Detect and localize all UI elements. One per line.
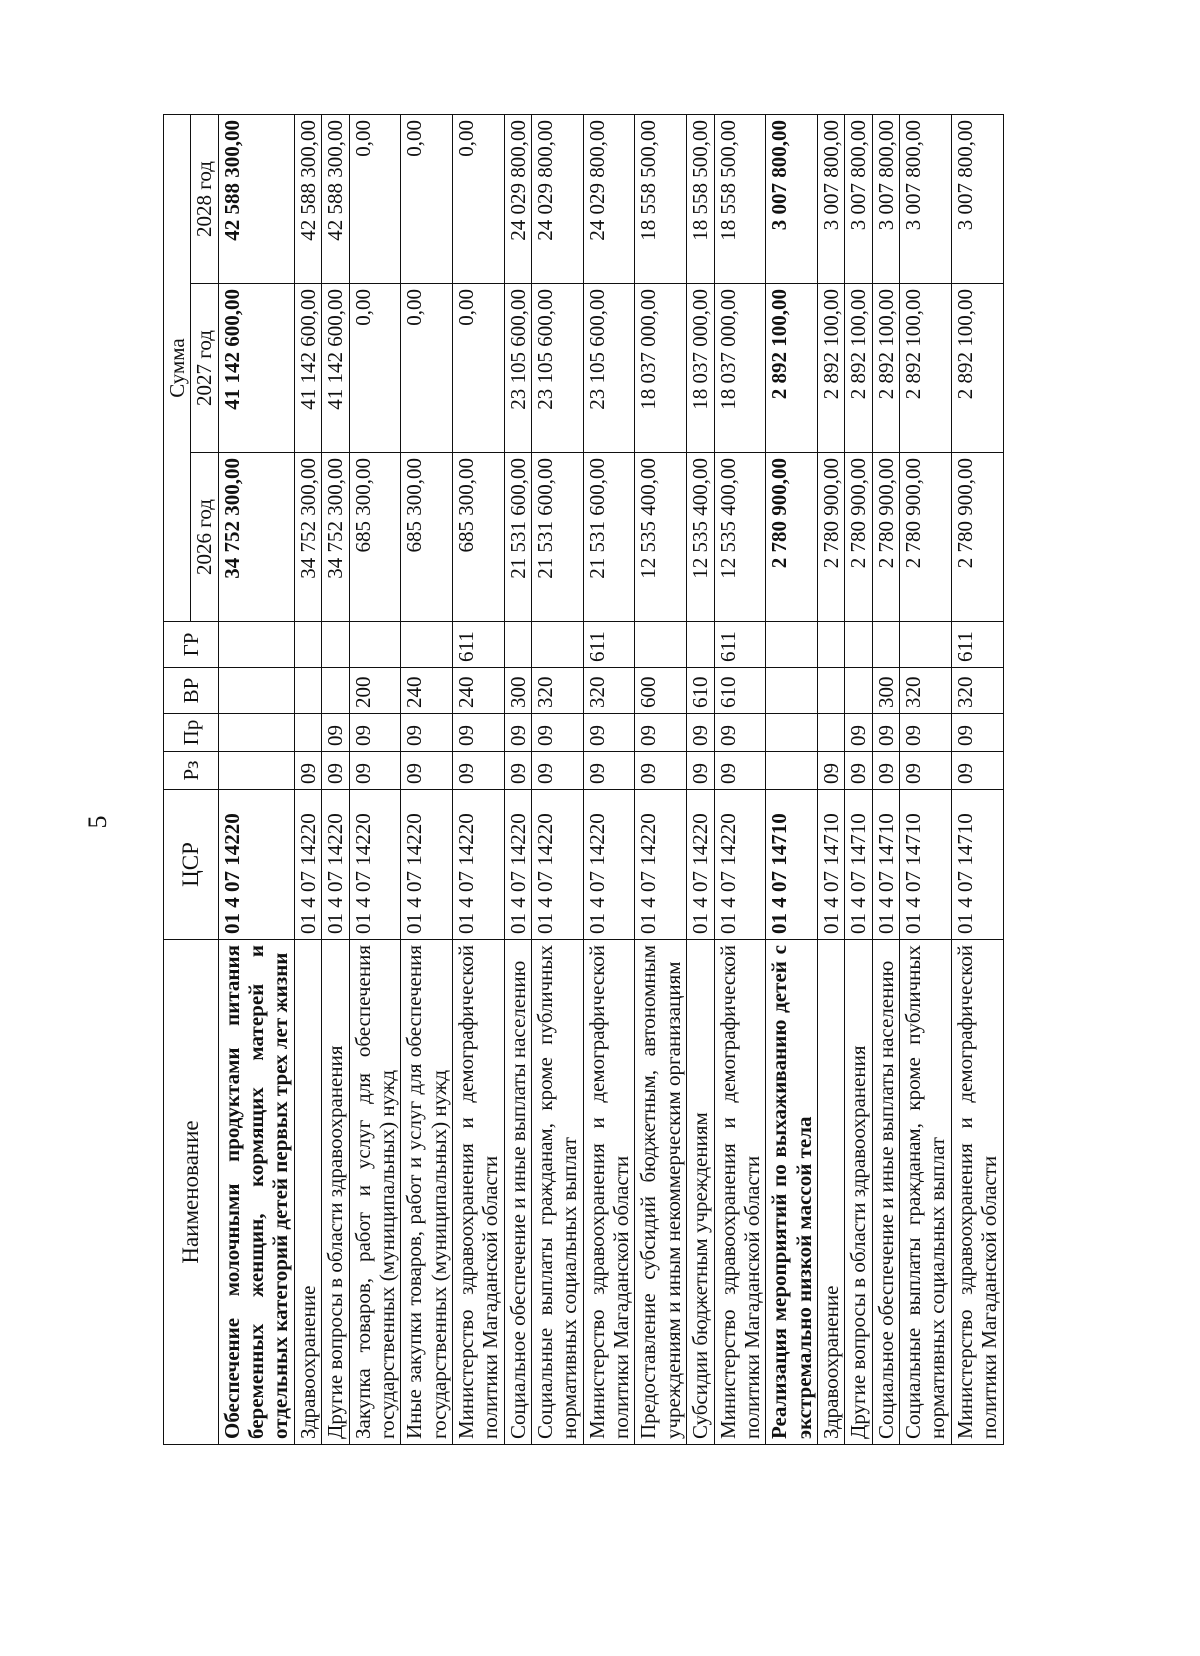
- table-row: [294, 114, 321, 1444]
- row-amount-2026-cell: 2 780 900,00: [872, 453, 899, 622]
- row-vr-cell: [817, 668, 844, 714]
- row-gr-cell: [294, 622, 321, 668]
- header-gr: ГР: [164, 622, 219, 668]
- row-amount-2026-cell: 34 752 300,00: [322, 453, 349, 622]
- row-name-cell: Министерство здравоохранения и демографической политики Магаданской области: [951, 940, 1003, 1445]
- row-gr-cell: 611: [714, 622, 766, 668]
- row-rz-cell: 09: [401, 752, 453, 790]
- row-csr-cell: 01 4 07 14220: [452, 790, 504, 940]
- row-amount-2028-cell: 24 029 800,00: [532, 114, 584, 283]
- row-rz-cell: 09: [687, 752, 714, 790]
- row-amount-2027-cell: 23 105 600,00: [583, 284, 635, 453]
- row-pr-cell: 09: [452, 714, 504, 752]
- row-pr-cell: 09: [845, 714, 872, 752]
- row-name-cell: Социальное обеспечение и иные выплаты населению: [504, 940, 531, 1445]
- row-amount-2027-cell: 18 037 000,00: [687, 284, 714, 453]
- row-vr-cell: [766, 668, 818, 714]
- row-amount-2027-cell: 2 892 100,00: [951, 284, 1003, 453]
- table-row: [322, 114, 349, 1444]
- row-gr-cell: [322, 622, 349, 668]
- row-amount-2028-cell: 42 588 300,00: [218, 114, 294, 283]
- table-row: [766, 114, 818, 1444]
- row-rz-cell: 09: [583, 752, 635, 790]
- header-pr: Пр: [164, 714, 219, 752]
- row-amount-2026-cell: 34 752 300,00: [218, 453, 294, 622]
- row-rz-cell: 09: [845, 752, 872, 790]
- row-pr-cell: [294, 714, 321, 752]
- table-row: [900, 114, 952, 1444]
- row-amount-2026-cell: 685 300,00: [401, 453, 453, 622]
- row-vr-cell: 320: [583, 668, 635, 714]
- header-rz: Рз: [164, 752, 219, 790]
- row-amount-2026-cell: 2 780 900,00: [766, 453, 818, 622]
- row-vr-cell: 600: [635, 668, 687, 714]
- row-pr-cell: 09: [349, 714, 401, 752]
- row-name-cell: Министерство здравоохранения и демографической политики Магаданской области: [714, 940, 766, 1445]
- table-row: [817, 114, 844, 1444]
- row-gr-cell: [900, 622, 952, 668]
- header-year-2026: 2026 год: [191, 453, 218, 622]
- row-pr-cell: 09: [532, 714, 584, 752]
- row-amount-2026-cell: 12 535 400,00: [714, 453, 766, 622]
- budget-table: [163, 114, 1004, 1445]
- row-amount-2026-cell: 685 300,00: [349, 453, 401, 622]
- row-csr-cell: 01 4 07 14220: [218, 790, 294, 940]
- row-gr-cell: 611: [583, 622, 635, 668]
- row-rz-cell: 09: [504, 752, 531, 790]
- row-name-cell: Другие вопросы в области здравоохранения: [845, 940, 872, 1445]
- row-amount-2026-cell: 21 531 600,00: [583, 453, 635, 622]
- header-csr: ЦСР: [164, 790, 219, 940]
- row-pr-cell: 09: [635, 714, 687, 752]
- row-amount-2028-cell: 0,00: [349, 114, 401, 283]
- row-name-cell: Социальные выплаты гражданам, кроме публичных нормативных социальных выплат: [900, 940, 952, 1445]
- row-rz-cell: 09: [452, 752, 504, 790]
- row-amount-2027-cell: 0,00: [452, 284, 504, 453]
- row-pr-cell: 09: [583, 714, 635, 752]
- row-amount-2027-cell: 41 142 600,00: [294, 284, 321, 453]
- row-amount-2027-cell: 2 892 100,00: [766, 284, 818, 453]
- row-gr-cell: [635, 622, 687, 668]
- table-row: [714, 114, 766, 1444]
- row-vr-cell: 610: [687, 668, 714, 714]
- row-amount-2027-cell: 41 142 600,00: [218, 284, 294, 453]
- rotated-page-content: [163, 115, 1048, 1445]
- row-vr-cell: [294, 668, 321, 714]
- row-vr-cell: 610: [714, 668, 766, 714]
- row-name-cell: Здравоохранение: [817, 940, 844, 1445]
- row-amount-2026-cell: 12 535 400,00: [635, 453, 687, 622]
- row-amount-2028-cell: 18 558 500,00: [687, 114, 714, 283]
- table-body: [218, 114, 1003, 1444]
- table-row: [845, 114, 872, 1444]
- table-row: [218, 114, 294, 1444]
- row-amount-2028-cell: 24 029 800,00: [583, 114, 635, 283]
- row-amount-2028-cell: 3 007 800,00: [872, 114, 899, 283]
- row-csr-cell: 01 4 07 14220: [294, 790, 321, 940]
- row-amount-2027-cell: 2 892 100,00: [900, 284, 952, 453]
- row-csr-cell: 01 4 07 14220: [687, 790, 714, 940]
- table-row: [504, 114, 531, 1444]
- row-gr-cell: [766, 622, 818, 668]
- row-vr-cell: 240: [452, 668, 504, 714]
- row-name-cell: Здравоохранение: [294, 940, 321, 1445]
- row-vr-cell: [322, 668, 349, 714]
- row-vr-cell: 240: [401, 668, 453, 714]
- row-vr-cell: 320: [900, 668, 952, 714]
- row-pr-cell: 09: [687, 714, 714, 752]
- row-csr-cell: 01 4 07 14220: [583, 790, 635, 940]
- row-pr-cell: [766, 714, 818, 752]
- row-rz-cell: 09: [900, 752, 952, 790]
- row-name-cell: Обеспечение молочными продуктами питания беременных женщин, кормящих матерей и отдельных категорий детей первых трех лет жизни: [218, 940, 294, 1445]
- row-name-cell: Реализация мероприятий по выхаживанию детей с экстремально низкой массой тела: [766, 940, 818, 1445]
- row-vr-cell: 320: [951, 668, 1003, 714]
- row-pr-cell: 09: [714, 714, 766, 752]
- row-amount-2027-cell: 2 892 100,00: [817, 284, 844, 453]
- row-csr-cell: 01 4 07 14220: [504, 790, 531, 940]
- row-csr-cell: 01 4 07 14710: [872, 790, 899, 940]
- row-gr-cell: [504, 622, 531, 668]
- row-gr-cell: 611: [951, 622, 1003, 668]
- table-row: [349, 114, 401, 1444]
- row-gr-cell: [218, 622, 294, 668]
- row-amount-2028-cell: 3 007 800,00: [900, 114, 952, 283]
- row-pr-cell: [817, 714, 844, 752]
- row-rz-cell: 09: [714, 752, 766, 790]
- row-pr-cell: [218, 714, 294, 752]
- table-row: [687, 114, 714, 1444]
- row-rz-cell: 09: [872, 752, 899, 790]
- row-rz-cell: 09: [349, 752, 401, 790]
- row-amount-2026-cell: 685 300,00: [452, 453, 504, 622]
- row-amount-2028-cell: 42 588 300,00: [294, 114, 321, 283]
- page-number: 5: [83, 815, 112, 829]
- row-gr-cell: [872, 622, 899, 668]
- row-gr-cell: [817, 622, 844, 668]
- header-name: Наименование: [164, 940, 219, 1445]
- row-vr-cell: 300: [872, 668, 899, 714]
- row-amount-2028-cell: 3 007 800,00: [951, 114, 1003, 283]
- row-amount-2026-cell: 2 780 900,00: [845, 453, 872, 622]
- row-amount-2027-cell: 2 892 100,00: [872, 284, 899, 453]
- row-csr-cell: 01 4 07 14710: [951, 790, 1003, 940]
- row-rz-cell: [218, 752, 294, 790]
- row-amount-2026-cell: 2 780 900,00: [817, 453, 844, 622]
- row-amount-2028-cell: 3 007 800,00: [817, 114, 844, 283]
- row-vr-cell: [218, 668, 294, 714]
- row-amount-2027-cell: 41 142 600,00: [322, 284, 349, 453]
- table-header: [164, 114, 219, 1444]
- row-amount-2027-cell: 0,00: [401, 284, 453, 453]
- row-amount-2028-cell: 42 588 300,00: [322, 114, 349, 283]
- row-name-cell: Закупка товаров, работ и услуг для обеспечения государственных (муниципальных) нужд: [349, 940, 401, 1445]
- row-amount-2028-cell: 3 007 800,00: [766, 114, 818, 283]
- row-csr-cell: 01 4 07 14220: [349, 790, 401, 940]
- row-gr-cell: [687, 622, 714, 668]
- table-row: [635, 114, 687, 1444]
- table-row: [401, 114, 453, 1444]
- row-csr-cell: 01 4 07 14710: [900, 790, 952, 940]
- row-name-cell: Субсидии бюджетным учреждениям: [687, 940, 714, 1445]
- row-pr-cell: 09: [322, 714, 349, 752]
- row-csr-cell: 01 4 07 14220: [401, 790, 453, 940]
- row-csr-cell: 01 4 07 14220: [635, 790, 687, 940]
- row-pr-cell: 09: [951, 714, 1003, 752]
- row-rz-cell: [766, 752, 818, 790]
- row-amount-2028-cell: 18 558 500,00: [635, 114, 687, 283]
- row-name-cell: Министерство здравоохранения и демографической политики Магаданской области: [452, 940, 504, 1445]
- row-pr-cell: 09: [504, 714, 531, 752]
- row-amount-2026-cell: 34 752 300,00: [294, 453, 321, 622]
- header-vr: ВР: [164, 668, 219, 714]
- row-amount-2028-cell: 24 029 800,00: [504, 114, 531, 283]
- row-csr-cell: 01 4 07 14220: [532, 790, 584, 940]
- row-amount-2027-cell: 18 037 000,00: [714, 284, 766, 453]
- row-amount-2027-cell: 0,00: [349, 284, 401, 453]
- table-row: [872, 114, 899, 1444]
- row-csr-cell: 01 4 07 14710: [845, 790, 872, 940]
- row-gr-cell: [845, 622, 872, 668]
- row-gr-cell: 611: [452, 622, 504, 668]
- row-name-cell: Предоставление субсидий бюджетным, автономным учреждениям и иным некоммерческим организациям: [635, 940, 687, 1445]
- row-name-cell: Социальные выплаты гражданам, кроме публичных нормативных социальных выплат: [532, 940, 584, 1445]
- row-vr-cell: [845, 668, 872, 714]
- row-pr-cell: 09: [900, 714, 952, 752]
- row-amount-2027-cell: 23 105 600,00: [532, 284, 584, 453]
- row-vr-cell: 200: [349, 668, 401, 714]
- row-gr-cell: [349, 622, 401, 668]
- row-rz-cell: 09: [322, 752, 349, 790]
- row-csr-cell: 01 4 07 14220: [714, 790, 766, 940]
- row-rz-cell: 09: [635, 752, 687, 790]
- row-amount-2026-cell: 12 535 400,00: [687, 453, 714, 622]
- header-year-2027: 2027 год: [191, 284, 218, 453]
- row-gr-cell: [532, 622, 584, 668]
- row-amount-2026-cell: 21 531 600,00: [504, 453, 531, 622]
- row-pr-cell: 09: [872, 714, 899, 752]
- row-rz-cell: 09: [817, 752, 844, 790]
- row-amount-2026-cell: 21 531 600,00: [532, 453, 584, 622]
- row-name-cell: Другие вопросы в области здравоохранения: [322, 940, 349, 1445]
- row-vr-cell: 300: [504, 668, 531, 714]
- row-vr-cell: 320: [532, 668, 584, 714]
- row-name-cell: Социальное обеспечение и иные выплаты населению: [872, 940, 899, 1445]
- table-row: [452, 114, 504, 1444]
- row-csr-cell: 01 4 07 14710: [817, 790, 844, 940]
- row-amount-2026-cell: 2 780 900,00: [951, 453, 1003, 622]
- row-rz-cell: 09: [294, 752, 321, 790]
- header-year-2028: 2028 год: [191, 114, 218, 283]
- row-amount-2026-cell: 2 780 900,00: [900, 453, 952, 622]
- row-amount-2028-cell: 0,00: [452, 114, 504, 283]
- header-sum: Сумма: [164, 114, 191, 621]
- row-csr-cell: 01 4 07 14220: [322, 790, 349, 940]
- row-amount-2028-cell: 3 007 800,00: [845, 114, 872, 283]
- row-gr-cell: [401, 622, 453, 668]
- row-amount-2028-cell: 18 558 500,00: [714, 114, 766, 283]
- row-amount-2027-cell: 18 037 000,00: [635, 284, 687, 453]
- row-name-cell: Министерство здравоохранения и демографической политики Магаданской области: [583, 940, 635, 1445]
- table-row: [532, 114, 584, 1444]
- table-row: [951, 114, 1003, 1444]
- row-amount-2028-cell: 0,00: [401, 114, 453, 283]
- row-rz-cell: 09: [951, 752, 1003, 790]
- row-pr-cell: 09: [401, 714, 453, 752]
- row-csr-cell: 01 4 07 14710: [766, 790, 818, 940]
- row-name-cell: Иные закупки товаров, работ и услуг для обеспечения государственных (муниципальных) нужд: [401, 940, 453, 1445]
- row-amount-2027-cell: 23 105 600,00: [504, 284, 531, 453]
- row-rz-cell: 09: [532, 752, 584, 790]
- row-amount-2027-cell: 2 892 100,00: [845, 284, 872, 453]
- table-row: [583, 114, 635, 1444]
